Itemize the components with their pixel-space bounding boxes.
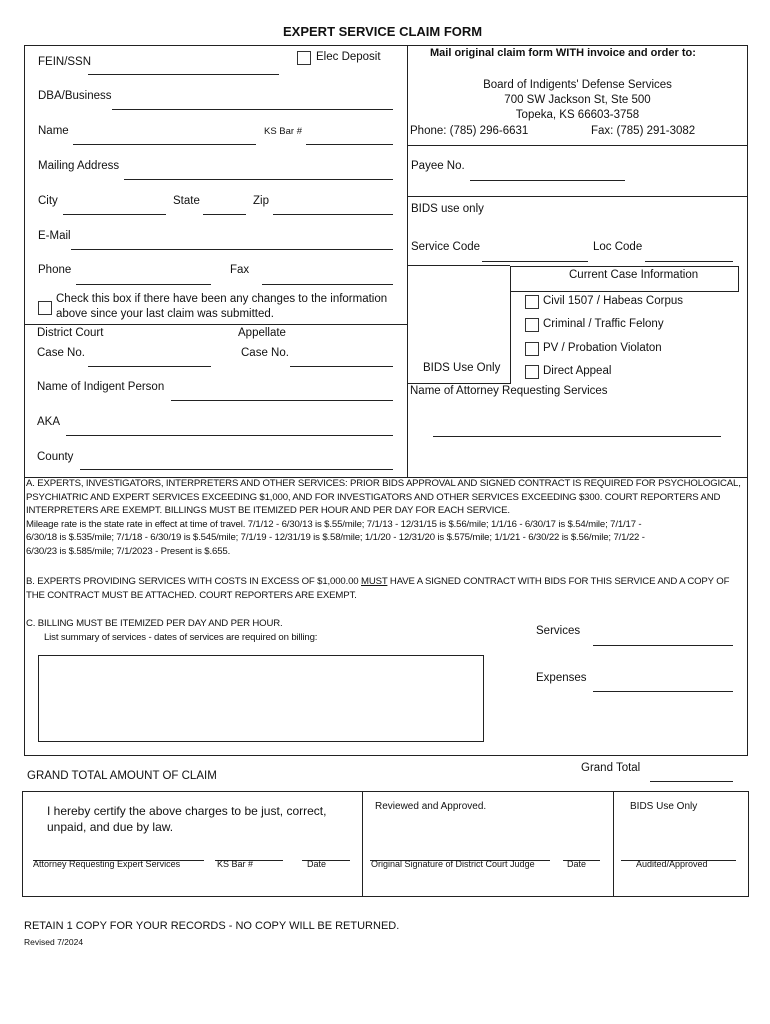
indigent-label: Name of Indigent Person <box>37 381 165 393</box>
name-input[interactable] <box>73 144 256 145</box>
address-divider <box>407 145 748 146</box>
mail-header: Mail original claim form WITH invoice and order to: <box>430 47 696 59</box>
grand-total-input[interactable] <box>650 781 733 782</box>
section-a-line: INTERPRETERS ARE EXEMPT. BILLINGS MUST BE ITEMIZED PER HOUR AND PER DAY FOR EACH SERVICE. <box>26 505 510 516</box>
changes-label-2: above since your last claim was submitted. <box>56 308 274 320</box>
section-a <box>26 477 741 558</box>
case-info-left-top <box>407 265 510 266</box>
attorney-requesting-input[interactable] <box>433 436 721 437</box>
top-border <box>24 45 748 46</box>
section-c-sub: List summary of services - dates of services are required on billing: <box>44 632 318 643</box>
city-label: City <box>38 195 58 207</box>
case-type-checkbox-appeal[interactable] <box>525 365 539 379</box>
appellate-case-no-input[interactable] <box>290 366 393 367</box>
payee-divider <box>407 196 748 197</box>
zip-label: Zip <box>253 195 269 207</box>
case-info-left-border <box>510 266 511 383</box>
dba-input[interactable] <box>112 109 393 110</box>
bids-only-label: BIDS use only <box>411 203 484 215</box>
section-b-line2: THE CONTRACT MUST BE ATTACHED. COURT REPORTERS ARE EXEMPT. <box>26 589 357 601</box>
aka-input[interactable] <box>66 435 393 436</box>
section-b-must: MUST <box>361 576 388 587</box>
case-type-criminal: Criminal / Traffic Felony <box>543 318 664 330</box>
changes-checkbox[interactable] <box>38 301 52 315</box>
sig-ksbar-label: KS Bar # <box>217 859 254 869</box>
case-info-bottom <box>407 383 511 384</box>
service-code-input[interactable] <box>482 261 588 262</box>
form-title: EXPERT SERVICE CLAIM FORM <box>283 24 483 39</box>
district-case-no-label: Case No. <box>37 347 85 359</box>
revised-date: Revised 7/2024 <box>24 937 84 947</box>
service-code-label: Service Code <box>411 241 481 253</box>
certify-line-1: I hereby certify the above charges to be just, correct, <box>47 804 327 818</box>
city-input[interactable] <box>63 214 166 215</box>
state-input[interactable] <box>203 214 246 215</box>
retain-notice: RETAIN 1 COPY FOR YOUR RECORDS - NO COPY WILL BE RETURNED. <box>24 920 400 932</box>
reviewed-label: Reviewed and Approved. <box>375 801 487 812</box>
section-a-line: 6/30/23 is $.585/mile; 7/1/2023 - Present is $.655. <box>26 545 231 557</box>
elec-deposit-label: Elec Deposit <box>316 51 381 63</box>
payee-label: Payee No. <box>411 160 465 172</box>
district-case-no-input[interactable] <box>88 366 211 367</box>
district-court-label: District Court <box>37 327 104 339</box>
section-c: C. BILLING MUST BE ITEMIZED PER DAY AND PER HOUR. <box>26 618 283 629</box>
county-input[interactable] <box>80 469 393 470</box>
state-label: State <box>173 195 200 207</box>
fax-label: Fax <box>230 264 250 276</box>
loc-code-input[interactable] <box>645 261 733 262</box>
section-a-line: 6/30/18 is $.535/mile; 7/1/18 - 6/30/19 is $.545/mile; 7/1/19 - 12/31/19 is $.58/mile; 1/1/20 - 12/31/20 is $.575/mile; 1/1/21 - 6/30/22 is $.56/mile; 7/1/22 - <box>26 532 645 543</box>
sig-attorney-label: Attorney Requesting Expert Services <box>33 859 181 869</box>
expenses-label: Expenses <box>536 672 587 684</box>
address-street: 700 SW Jackson St, Ste 500 <box>504 94 651 106</box>
case-type-checkbox-pv[interactable] <box>525 342 539 356</box>
fax-input[interactable] <box>262 284 393 285</box>
address-city: Topeka, KS 66603-3758 <box>515 109 640 121</box>
expenses-input[interactable] <box>593 691 733 692</box>
section-a-line: Mileage rate is the state rate in effect at time of travel. 7/1/12 - 6/30/13 is $.55/mile; 7/1/13 - 12/31/15 is $.56/mile; 1/1/16 - 6/30/17 is $.54/mile; 7/1/17 - <box>26 518 642 530</box>
right-border <box>747 45 748 755</box>
sig-audited-label: Audited/Approved <box>636 859 708 869</box>
loc-code-label: Loc Code <box>593 241 643 253</box>
payee-input[interactable] <box>470 180 625 181</box>
case-type-civil: Civil 1507 / Habeas Corpus <box>543 295 683 307</box>
address-phone: Phone: (785) 296-6631 <box>410 125 529 137</box>
county-label: County <box>37 451 74 463</box>
fein-input[interactable] <box>88 74 279 75</box>
claimant-divider <box>24 324 407 325</box>
section-a-line: PSYCHIATRIC AND EXPERT SERVICES EXCEEDING $1,000, AND FOR INVESTIGATORS AND OTHER SERVICES EXCEEDING $300. COURT REPORTERS AND <box>26 491 721 503</box>
case-type-appeal: Direct Appeal <box>543 365 612 377</box>
signature-divider-2 <box>613 791 614 896</box>
changes-label: Check this box if there have been any changes to the information <box>56 293 388 305</box>
elec-deposit-checkbox[interactable] <box>297 51 311 65</box>
grand-total-claim-label: GRAND TOTAL AMOUNT OF CLAIM <box>27 770 217 782</box>
case-type-checkbox-criminal[interactable] <box>525 318 539 332</box>
attorney-requesting-label: Name of Attorney Requesting Services <box>410 385 608 397</box>
email-input[interactable] <box>71 249 393 250</box>
email-label: E-Mail <box>38 230 71 242</box>
case-info-header: Current Case Information <box>569 269 699 281</box>
section-b-post: HAVE A SIGNED CONTRACT WITH BIDS FOR THIS SERVICE AND A COPY OF <box>387 576 730 587</box>
name-label: Name <box>38 125 69 137</box>
services-label: Services <box>536 625 581 637</box>
appellate-label: Appellate <box>238 327 286 339</box>
bids-use-only-label: BIDS Use Only <box>423 362 501 374</box>
appellate-case-no-label: Case No. <box>241 347 289 359</box>
dba-label: DBA/Business <box>38 90 112 102</box>
sig-date2-label: Date <box>567 859 587 869</box>
left-border <box>24 45 25 755</box>
ks-bar-label: KS Bar # <box>264 126 303 137</box>
phone-input[interactable] <box>76 284 211 285</box>
case-type-checkbox-civil[interactable] <box>525 295 539 309</box>
phone-label: Phone <box>38 264 72 276</box>
indigent-input[interactable] <box>171 400 393 401</box>
address-name: Board of Indigents' Defense Services <box>483 79 672 91</box>
ks-bar-input[interactable] <box>306 144 393 145</box>
aka-label: AKA <box>37 416 61 428</box>
section-b-pre: B. EXPERTS PROVIDING SERVICES WITH COSTS IN EXCESS OF $1,000.00 <box>26 576 361 587</box>
section-b <box>26 575 729 602</box>
services-summary-textarea[interactable] <box>38 655 484 742</box>
mailing-input[interactable] <box>124 179 393 180</box>
mailing-label: Mailing Address <box>38 160 120 172</box>
sig-date-label: Date <box>307 859 327 869</box>
services-input[interactable] <box>593 645 733 646</box>
signature-divider-1 <box>362 791 363 896</box>
grand-total-label: Grand Total <box>581 762 641 774</box>
bids-use-only-2: BIDS Use Only <box>630 801 698 812</box>
sig-judge-label: Original Signature of District Court Judge <box>371 859 535 869</box>
section-a-line: A. EXPERTS, INVESTIGATORS, INTERPRETERS AND OTHER SERVICES: PRIOR BIDS APPROVAL AND SIGNED CONTRACT IS REQUIRED FOR PSYCHOLOGICAL, <box>26 478 741 489</box>
zip-input[interactable] <box>273 214 393 215</box>
address-fax: Fax: (785) 291-3082 <box>591 125 696 137</box>
grand-total-top <box>24 755 748 756</box>
case-type-pv: PV / Probation Violaton <box>543 342 662 354</box>
certify-line-2: unpaid, and due by law. <box>47 820 174 834</box>
fein-label: FEIN/SSN <box>38 56 92 68</box>
